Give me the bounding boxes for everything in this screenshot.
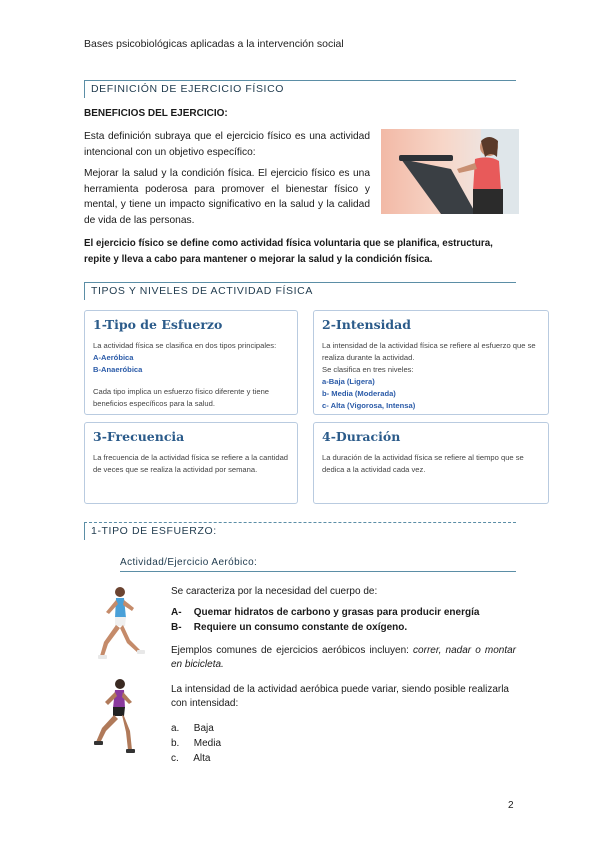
card-item: c- Alta (Vigorosa, Intensa) bbox=[322, 401, 416, 410]
intensity-level bbox=[171, 752, 210, 766]
aerobic-subtitle: Actividad/Ejercicio Aeróbico: bbox=[120, 557, 516, 572]
card-item: a-Baja (Ligera) bbox=[322, 377, 375, 386]
female-runner-illustration bbox=[96, 584, 146, 664]
list-text: Baja bbox=[193, 723, 214, 734]
section-title-effort: 1-TIPO DE ESFUERZO: bbox=[84, 522, 516, 540]
aerobic-intensity: La intensidad de la actividad aeróbica puede variar, siendo posible realizarla con intensidad: bbox=[171, 684, 509, 709]
examples-list: correr, nadar o montar en bicicleta. bbox=[171, 645, 516, 670]
card-item: b- Media (Moderada) bbox=[322, 389, 396, 398]
document-header: Bases psicobiológicas aplicadas a la intervención social bbox=[84, 38, 344, 50]
card-duration bbox=[313, 422, 549, 504]
card-title: 3-Frecuencia bbox=[93, 429, 185, 444]
benefits-subtitle: BENEFICIOS DEL EJERCICIO: bbox=[84, 108, 228, 119]
treadmill-woman-photo bbox=[381, 129, 519, 214]
card-title: 4-Duración bbox=[322, 429, 401, 444]
card-title: 2-Intensidad bbox=[322, 317, 412, 332]
card-title: 1-Tipo de Esfuerzo bbox=[93, 317, 223, 332]
definition-paragraph-2: Mejorar la salud y la condición física. El ejercicio físico es una herramienta poderosa para promover el bienestar físico y mental, y tiene un impacto significativo en la salud y la calidad de vida de las personas. bbox=[84, 168, 370, 226]
list-marker: c. bbox=[171, 753, 179, 764]
card-text: La duración de la actividad física se refiere al tiempo que se dedica a la actividad cada vez. bbox=[322, 453, 524, 474]
list-marker: B- bbox=[171, 622, 182, 633]
card-text: Cada tipo implica un esfuerzo físico diferente y tiene beneficios específicos para la salud. bbox=[93, 387, 270, 408]
card-frequency bbox=[84, 422, 298, 504]
list-marker: b. bbox=[171, 738, 180, 749]
aerobic-item-a bbox=[171, 606, 479, 620]
list-marker: a. bbox=[171, 723, 180, 734]
exercise-definition: El ejercicio físico se define como actividad física voluntaria que se planifica, estructura, repite y lleva a cabo para mantener o mejorar la salud y la condición física. bbox=[84, 238, 493, 265]
card-text: La intensidad de la actividad física se refiere al esfuerzo que se realiza durante la actividad. bbox=[322, 341, 536, 362]
card-text: La frecuencia de la actividad física se refiere a la cantidad de veces que se realiza la actividad por semana. bbox=[93, 453, 289, 474]
card-text: La actividad física se clasifica en dos tipos principales: bbox=[93, 341, 277, 350]
card-text: Se clasifica en tres niveles: bbox=[322, 365, 414, 374]
runner-purple-illustration bbox=[92, 676, 142, 758]
aerobic-examples bbox=[171, 644, 516, 672]
list-text: Alta bbox=[193, 753, 211, 764]
definition-paragraph-1: Esta definición subraya que el ejercicio físico es una actividad intencional con un objetivo específico: bbox=[84, 131, 370, 158]
intensity-level bbox=[171, 737, 221, 751]
list-text: Media bbox=[193, 738, 222, 749]
card-intensity bbox=[313, 310, 549, 415]
list-text: Requiere un consumo constante de oxígeno. bbox=[193, 622, 408, 633]
list-text: Quemar hidratos de carbono y grasas para producir energía bbox=[193, 607, 480, 618]
section-title-definition: DEFINICIÓN DE EJERCICIO FÍSICO bbox=[84, 80, 516, 98]
aerobic-intro: Se caracteriza por la necesidad del cuerpo de: bbox=[171, 586, 378, 597]
card-item: A-Aeróbica bbox=[93, 353, 134, 362]
section-title-types: TIPOS Y NIVELES DE ACTIVIDAD FÍSICA bbox=[84, 282, 516, 300]
aerobic-item-b bbox=[171, 621, 407, 635]
examples-prefix: Ejemplos comunes de ejercicios aeróbicos incluyen: bbox=[171, 645, 414, 656]
card-item: B-Anaeróbica bbox=[93, 365, 143, 374]
list-marker: A- bbox=[171, 607, 182, 618]
card-effort-type bbox=[84, 310, 298, 415]
intensity-level bbox=[171, 722, 214, 736]
page-number: 2 bbox=[508, 800, 514, 811]
